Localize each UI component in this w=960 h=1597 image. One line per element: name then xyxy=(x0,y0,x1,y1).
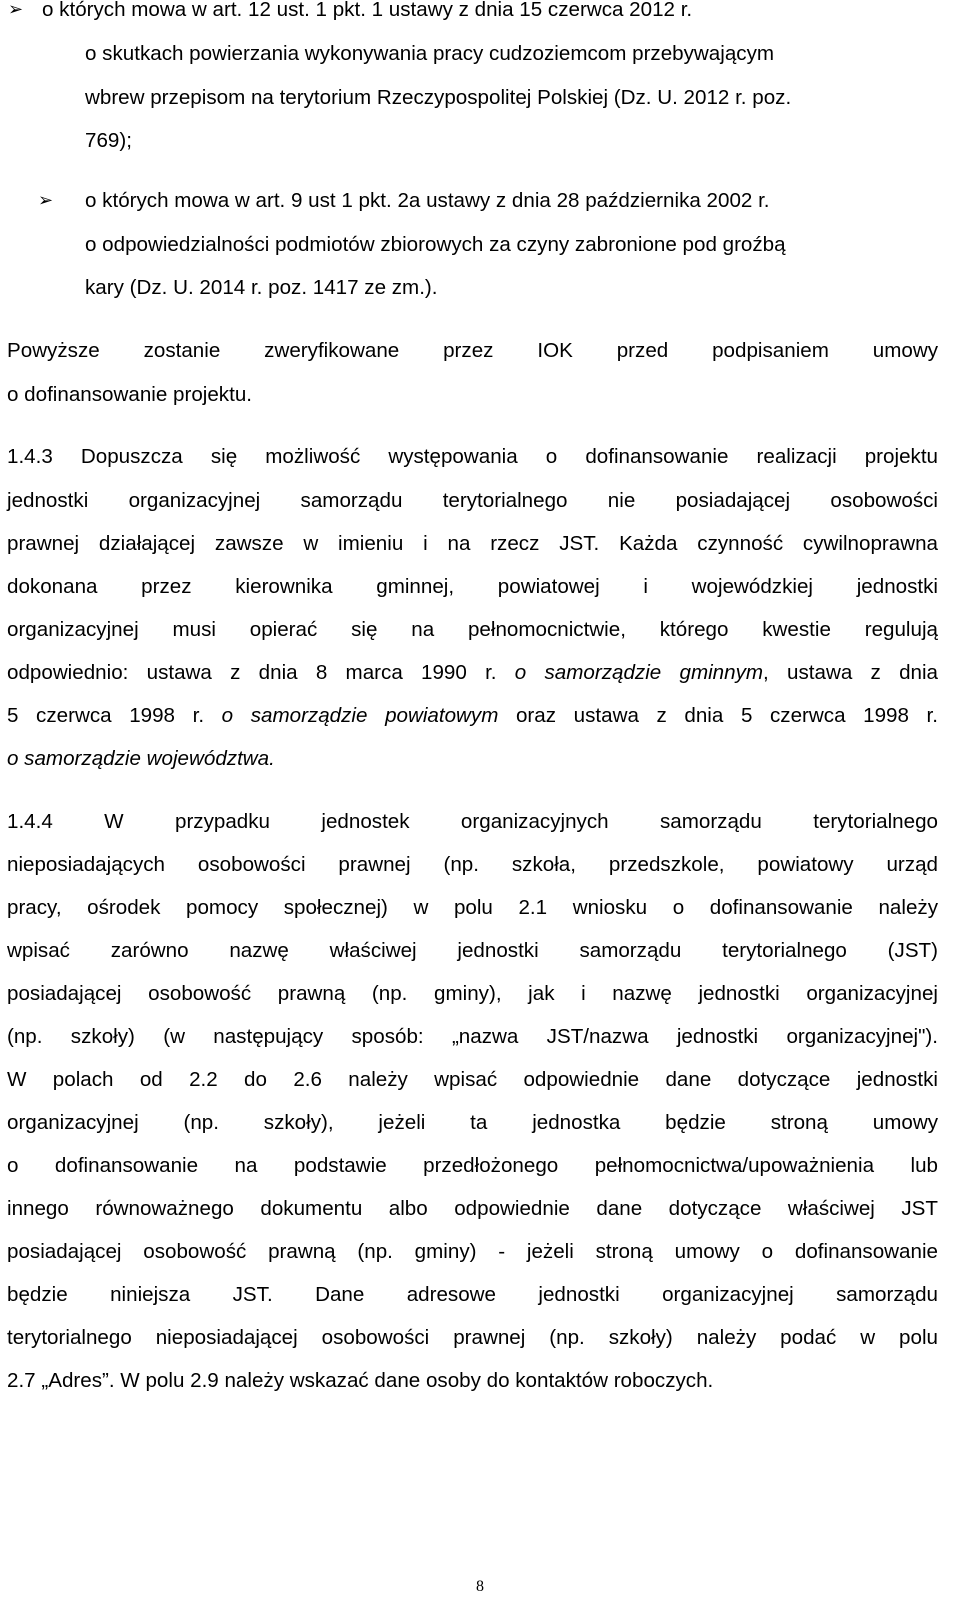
bullet-item-2-line-2: o odpowiedzialności podmiotów zbiorowych za czyny zabronione pod groźbą xyxy=(85,233,786,256)
page-number: 8 xyxy=(476,1578,484,1595)
paragraph-144-line-7: W polach od 2.2 do 2.6 należy wpisać odpowiednie dane dotyczące jednostki xyxy=(7,1068,938,1091)
paragraph-144-line-13: terytorialnego nieposiadającej osobowości prawnej (np. szkoły) należy podać w polu xyxy=(7,1326,938,1349)
paragraph-143-line-2: jednostki organizacyjnej samorządu terytorialnego nie posiadającej osobowości xyxy=(7,489,938,512)
paragraph-143-line-8 xyxy=(7,747,275,771)
act-title-wojewodztwa: o samorządzie województwa. xyxy=(7,747,275,770)
paragraph-144-line-14: 2.7 „Adres”. W polu 2.9 należy wskazać dane osoby do kontaktów roboczych. xyxy=(7,1369,714,1392)
paragraph-143-line-5: organizacyjnej musi opierać się na pełnomocnictwie, którego kwestie regulują xyxy=(7,618,938,641)
paragraph-144-line-1: 1.4.4 W przypadku jednostek organizacyjnych samorządu terytorialnego xyxy=(7,810,938,833)
verify-paragraph-line-1: Powyższe zostanie zweryfikowane przez IOK przed podpisaniem umowy xyxy=(7,339,938,362)
verify-paragraph-line-2: o dofinansowanie projektu. xyxy=(7,383,253,406)
arrow-bullet-icon: ➢ xyxy=(8,0,24,20)
paragraph-144-line-6: (np. szkoły) (w następujący sposób: „nazwa JST/nazwa jednostki organizacyjnej"). xyxy=(7,1025,938,1048)
paragraph-144-line-9: o dofinansowanie na podstawie przedłożonego pełnomocnictwa/upoważnienia lub xyxy=(7,1154,938,1177)
act-title-gminnym: o samorządzie gminnym xyxy=(514,661,764,684)
act-title-powiatowym: o samorządzie powiatowym xyxy=(221,704,499,727)
paragraph-144-line-5: posiadającej osobowość prawną (np. gminy), jak i nazwę jednostki organizacyjnej xyxy=(7,982,938,1005)
paragraph-143-line-3: prawnej działającej zawsze w imieniu i na rzecz JST. Każda czynność cywilnoprawna xyxy=(7,532,938,555)
paragraph-144-line-11: posiadającej osobowość prawną (np. gminy) - jeżeli stroną umowy o dofinansowanie xyxy=(7,1240,938,1263)
bullet-item-2-line-1: o których mowa w art. 9 ust 1 pkt. 2a ustawy z dnia 28 października 2002 r. xyxy=(85,189,770,212)
arrow-bullet-icon: ➢ xyxy=(38,190,54,211)
paragraph-144-line-10: innego równoważnego dokumentu albo odpowiednie dane dotyczące właściwej JST xyxy=(7,1197,938,1220)
bullet-item-1-line-1: o których mowa w art. 12 ust. 1 pkt. 1 ustawy z dnia 15 czerwca 2012 r. xyxy=(42,0,693,21)
paragraph-144-line-8: organizacyjnej (np. szkoły), jeżeli ta jednostka będzie stroną umowy xyxy=(7,1111,938,1134)
bullet-item-1-line-2: o skutkach powierzania wykonywania pracy cudzoziemcom przebywającym xyxy=(85,42,775,65)
bullet-item-1-line-3: wbrew przepisom na terytorium Rzeczypospolitej Polskiej (Dz. U. 2012 r. poz. xyxy=(85,86,792,109)
bullet-item-1-line-4: 769); xyxy=(85,129,132,152)
paragraph-144-line-4: wpisać zarówno nazwę właściwej jednostki samorządu terytorialnego (JST) xyxy=(7,939,938,962)
paragraph-143-line-6: odpowiednio: ustawa z dnia 8 marca 1990 r. o samorządzie gminnym, ustawa z dnia xyxy=(7,661,939,684)
paragraph-144-line-3: pracy, ośrodek pomocy społecznej) w polu 2.1 wniosku o dofinansowanie należy xyxy=(7,896,938,919)
paragraph-144-line-2: nieposiadających osobowości prawnej (np. szkoła, przedszkole, powiatowy urząd xyxy=(7,853,938,876)
bullet-item-2-line-3: kary (Dz. U. 2014 r. poz. 1417 ze zm.). xyxy=(85,276,438,299)
paragraph-143-line-4: dokonana przez kierownika gminnej, powiatowej i wojewódzkiej jednostki xyxy=(7,575,938,598)
paragraph-144-line-12: będzie niniejsza JST. Dane adresowe jednostki organizacyjnej samorządu xyxy=(7,1283,938,1306)
paragraph-143-line-1: 1.4.3 Dopuszcza się możliwość występowania o dofinansowanie realizacji projektu xyxy=(7,445,938,468)
paragraph-143-line-7: 5 czerwca 1998 r. o samorządzie powiatowym oraz ustawa z dnia 5 czerwca 1998 r. xyxy=(7,704,938,727)
